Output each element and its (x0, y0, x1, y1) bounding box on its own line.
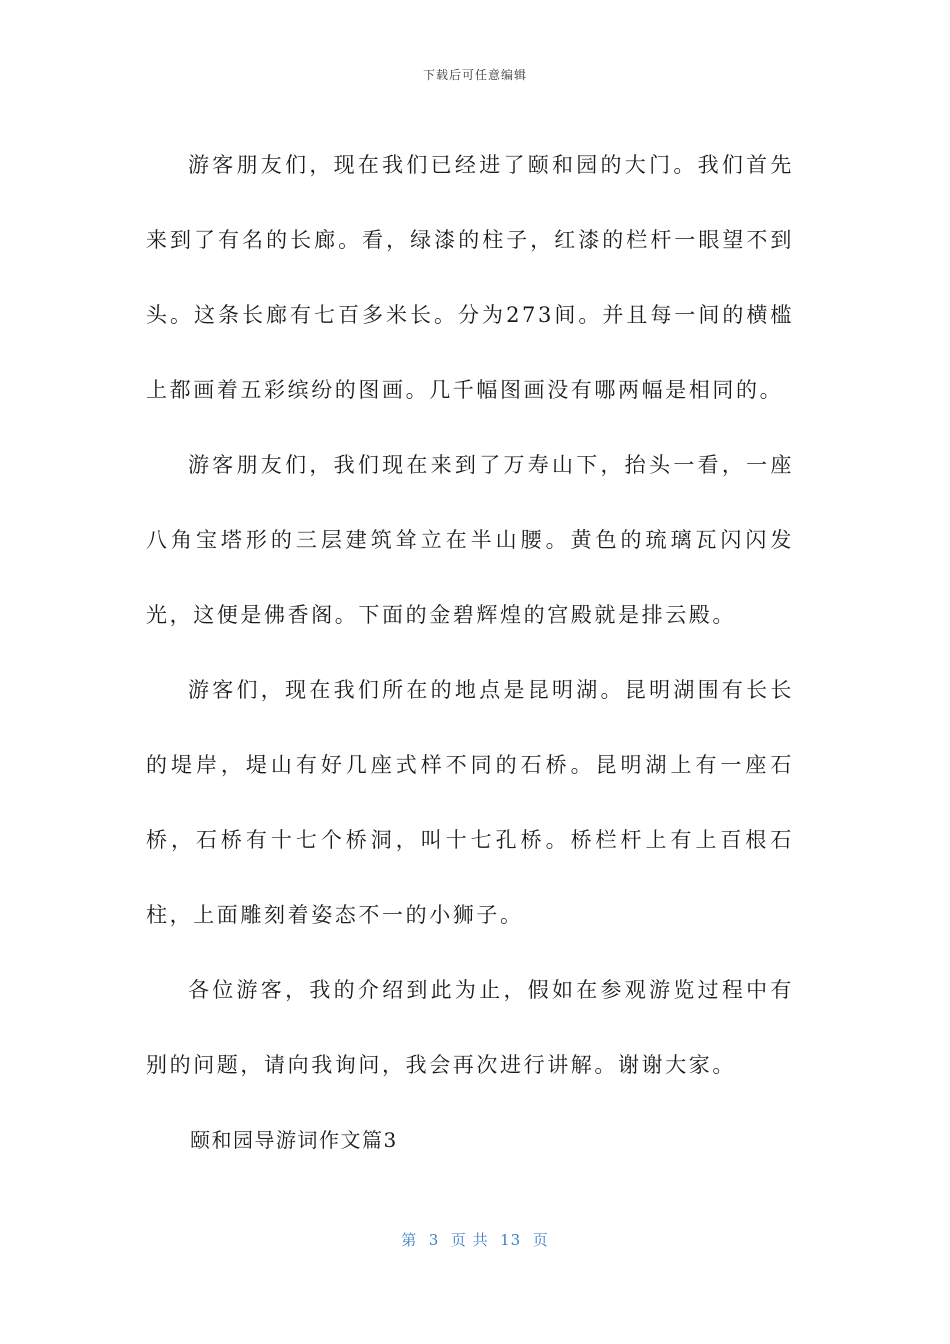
paragraph-long-corridor: 游客朋友们，现在我们已经进了颐和园的大门。我们首先来到了有名的长廊。看，绿漆的柱子，红漆的栏杆一眼望不到头。这条长廊有七百多米长。分为273间。并且每一间的横槛上都画着五彩缤纷的图画。几千幅图画没有哪两幅是相同的。 (146, 153, 794, 402)
paragraph-kunming-lake: 游客们，现在我们所在的地点是昆明湖。昆明湖围有长长的堤岸，堤山有好几座式样不同的石桥。昆明湖上有一座石桥，石桥有十七个桥洞，叫十七孔桥。桥栏杆上有上百根石柱，上面雕刻着姿态不一的小狮子。 (146, 678, 794, 927)
section-heading: 颐和园导游词作文篇3 (190, 1128, 398, 1152)
paragraph-closing: 各位游客，我的介绍到此为止，假如在参观游览过程中有别的问题，请向我询问，我会再次进行讲解。谢谢大家。 (146, 978, 794, 1077)
page-header-note: 下载后可任意编辑 (422, 68, 527, 82)
paragraph-longevity-hill: 游客朋友们，我们现在来到了万寿山下，抬头一看，一座八角宝塔形的三层建筑耸立在半山腰。黄色的琉璃瓦闪闪发光，这便是佛香阁。下面的金碧辉煌的宫殿就是排云殿。 (146, 453, 794, 627)
document-body (146, 128, 794, 1178)
page-number-footer: 第 3 页 共 13 页 (401, 1231, 549, 1249)
